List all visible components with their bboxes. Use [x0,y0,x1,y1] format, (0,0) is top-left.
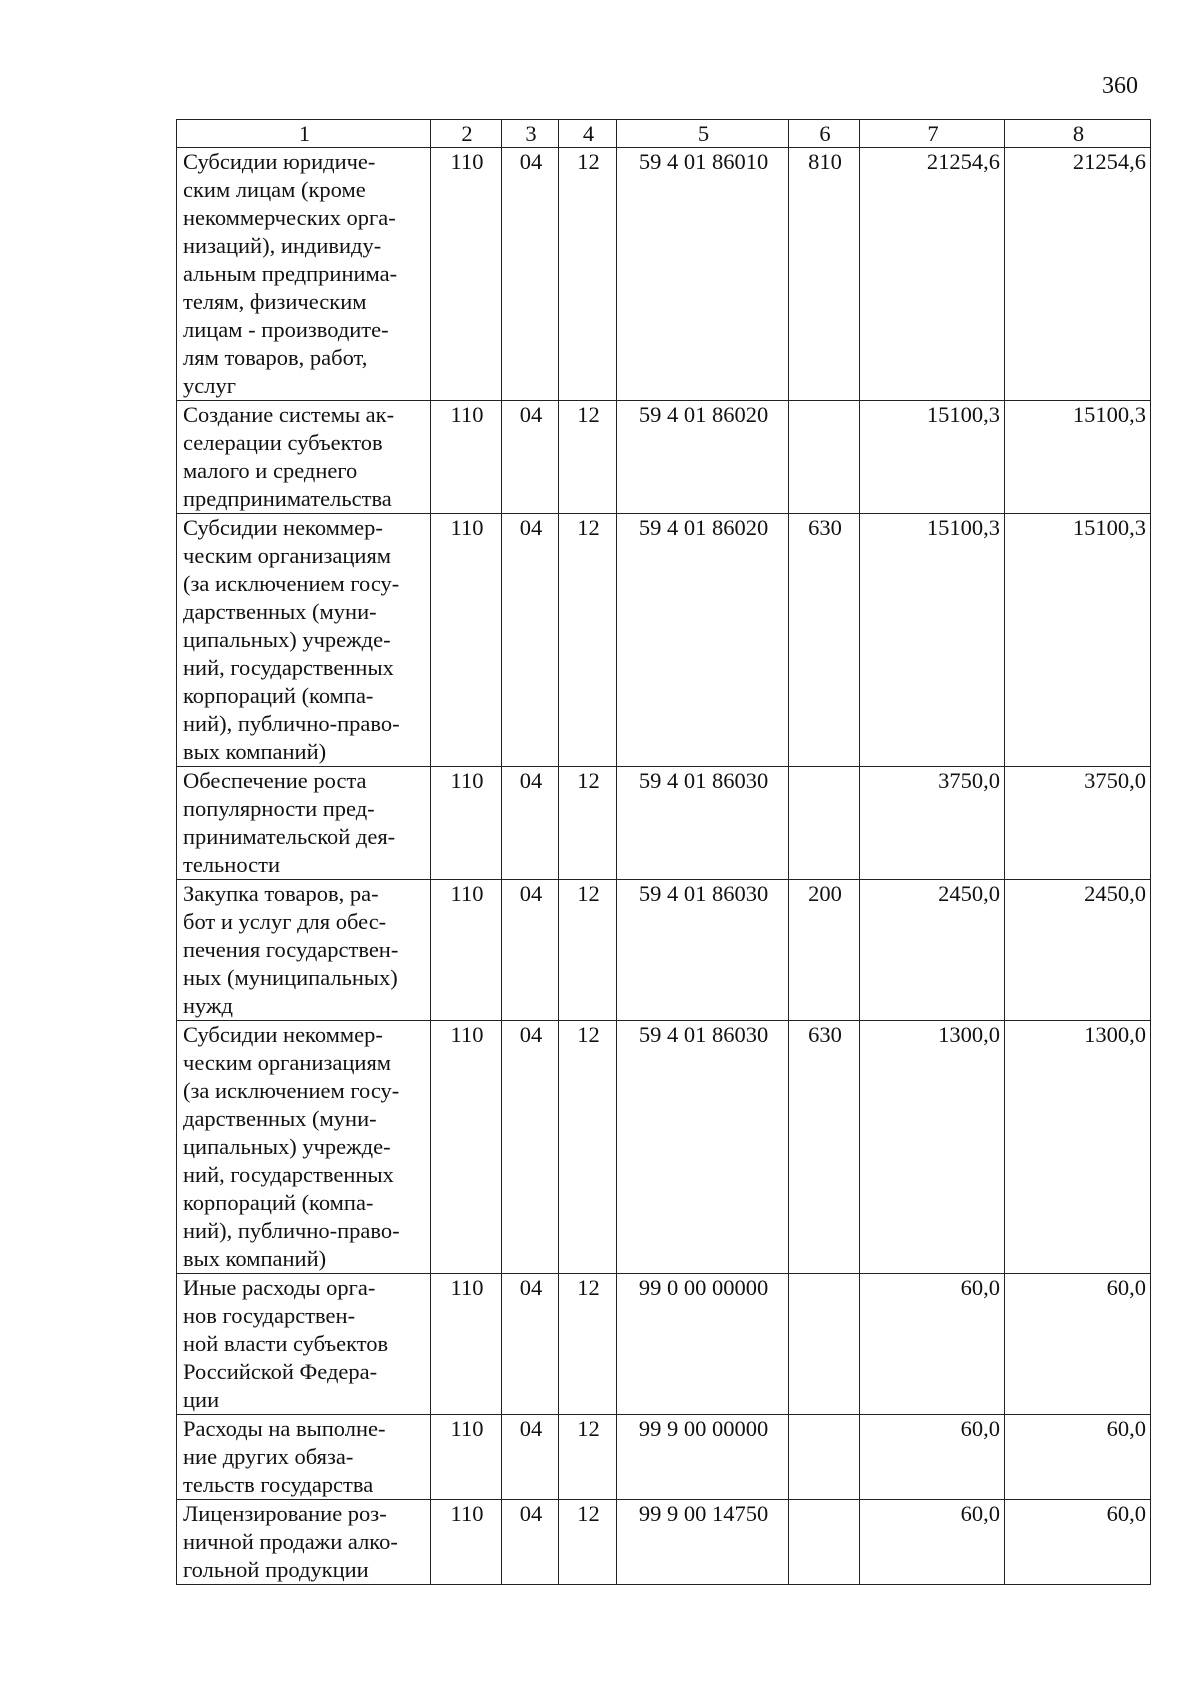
column-header-4: 4 [559,120,617,148]
cell-description [177,1415,431,1500]
cell-column-7: 3750,0 [860,767,1005,880]
cell-column-8: 3750,0 [1005,767,1151,880]
description-line: малого и среднего [183,458,358,483]
table-row [177,401,1151,514]
cell-column-7: 2450,0 [860,880,1005,1021]
cell-column-7: 21254,6 [860,148,1005,401]
cell-column-2: 110 [431,1500,502,1585]
cell-column-3: 04 [502,767,559,880]
cell-description [177,514,431,767]
description-line: ции [183,1387,220,1412]
table-row [177,880,1151,1021]
cell-column-4: 12 [559,514,617,767]
description-line: корпораций (компа- [183,683,374,708]
cell-column-4: 12 [559,1415,617,1500]
cell-description [177,148,431,401]
description-line: телям, физическим [183,289,367,314]
cell-column-6 [789,1500,860,1585]
description-line: (за исключением госу- [183,571,400,596]
cell-column-4: 12 [559,148,617,401]
cell-column-3: 04 [502,401,559,514]
cell-column-5: 59 4 01 86020 [617,401,789,514]
budget-table [176,119,1151,1585]
description-line: ний, государственных [183,655,394,680]
description-line: ничной продажи алко- [183,1529,398,1554]
description-line: ных (муниципальных) [183,965,398,990]
cell-description [177,880,431,1021]
column-header-6: 6 [789,120,860,148]
description-line: вых компаний) [183,1246,327,1271]
cell-column-4: 12 [559,767,617,880]
column-header-2: 2 [431,120,502,148]
cell-column-7: 1300,0 [860,1021,1005,1274]
cell-column-3: 04 [502,1500,559,1585]
description-line: Субсидии некоммер- [183,1022,383,1047]
table-body [177,148,1151,1585]
description-line: услуг [183,373,236,398]
cell-column-2: 110 [431,767,502,880]
description-line: тельности [183,852,281,877]
cell-column-8: 60,0 [1005,1500,1151,1585]
description-line: альным предпринима- [183,261,398,286]
description-line: Российской Федера- [183,1359,378,1384]
cell-column-2: 110 [431,1415,502,1500]
cell-column-4: 12 [559,1274,617,1415]
cell-column-8: 60,0 [1005,1274,1151,1415]
table-row [177,1500,1151,1585]
cell-column-8: 60,0 [1005,1415,1151,1500]
description-line: Расходы на выполне- [183,1416,386,1441]
cell-description [177,767,431,880]
cell-column-8: 1300,0 [1005,1021,1151,1274]
table-row [177,1274,1151,1415]
description-line: ний, государственных [183,1162,394,1187]
table-row [177,1021,1151,1274]
cell-column-5: 59 4 01 86010 [617,148,789,401]
description-line: ческим организациям [183,1050,392,1075]
table-row [177,767,1151,880]
table-row [177,514,1151,767]
description-line: бот и услуг для обес- [183,909,387,934]
column-header-8: 8 [1005,120,1151,148]
description-line: (за исключением госу- [183,1078,400,1103]
cell-column-8: 15100,3 [1005,514,1151,767]
cell-column-6 [789,1274,860,1415]
cell-column-5: 99 0 00 00000 [617,1274,789,1415]
description-line: Закупка товаров, ра- [183,881,379,906]
description-line: принимательской дея- [183,824,396,849]
description-line: дарственных (муни- [183,599,377,624]
cell-column-4: 12 [559,401,617,514]
cell-column-4: 12 [559,1500,617,1585]
column-header-7: 7 [860,120,1005,148]
description-line: тельств государства [183,1472,374,1497]
description-line: ний), публично-право- [183,1218,400,1243]
description-line: ципальных) учрежде- [183,1134,391,1159]
cell-column-5: 59 4 01 86030 [617,880,789,1021]
description-line: ципальных) учрежде- [183,627,391,652]
cell-description [177,1274,431,1415]
page-number: 360 [1102,73,1138,99]
cell-column-5: 99 9 00 00000 [617,1415,789,1500]
description-line: Иные расходы орга- [183,1275,376,1300]
description-line: некоммерческих орга- [183,205,396,230]
cell-column-6: 200 [789,880,860,1021]
cell-column-4: 12 [559,880,617,1021]
description-line: гольной продукции [183,1557,369,1582]
description-line: ческим организациям [183,543,392,568]
cell-column-6: 810 [789,148,860,401]
cell-column-2: 110 [431,880,502,1021]
cell-description [177,1500,431,1585]
description-line: нужд [183,993,233,1018]
description-line: ским лицам (кроме [183,177,366,202]
cell-column-2: 110 [431,148,502,401]
cell-column-7: 60,0 [860,1500,1005,1585]
column-header-5: 5 [617,120,789,148]
cell-column-7: 15100,3 [860,514,1005,767]
description-line: низаций), индивиду- [183,233,382,258]
cell-column-2: 110 [431,1021,502,1274]
cell-column-2: 110 [431,401,502,514]
cell-column-5: 59 4 01 86020 [617,514,789,767]
cell-column-6: 630 [789,1021,860,1274]
description-line: нов государствен- [183,1303,356,1328]
cell-column-7: 60,0 [860,1415,1005,1500]
description-line: Субсидии некоммер- [183,515,383,540]
table-row [177,148,1151,401]
cell-column-3: 04 [502,1021,559,1274]
cell-column-5: 99 9 00 14750 [617,1500,789,1585]
description-line: ние других обяза- [183,1444,354,1469]
description-line: вых компаний) [183,739,327,764]
cell-column-2: 110 [431,514,502,767]
description-line: Создание системы ак- [183,402,395,427]
cell-column-4: 12 [559,1021,617,1274]
description-line: печения государствен- [183,937,399,962]
cell-column-6 [789,767,860,880]
description-line: дарственных (муни- [183,1106,377,1131]
cell-column-5: 59 4 01 86030 [617,1021,789,1274]
description-line: Субсидии юридиче- [183,149,376,174]
description-line: Лицензирование роз- [183,1501,387,1526]
cell-column-3: 04 [502,1274,559,1415]
description-line: селерации субъектов [183,430,383,455]
header-row [177,120,1151,148]
cell-column-3: 04 [502,514,559,767]
description-line: лицам - производите- [183,317,389,342]
description-line: лям товаров, работ, [183,345,368,370]
cell-column-6: 630 [789,514,860,767]
description-line: ной власти субъектов [183,1331,389,1356]
cell-column-3: 04 [502,1415,559,1500]
cell-column-2: 110 [431,1274,502,1415]
description-line: ний), публично-право- [183,711,400,736]
cell-column-3: 04 [502,880,559,1021]
cell-column-5: 59 4 01 86030 [617,767,789,880]
cell-column-7: 15100,3 [860,401,1005,514]
column-header-1: 1 [177,120,431,148]
table-row [177,1415,1151,1500]
cell-column-7: 60,0 [860,1274,1005,1415]
description-line: Обеспечение роста [183,768,367,793]
column-header-3: 3 [502,120,559,148]
cell-description [177,401,431,514]
cell-column-6 [789,401,860,514]
cell-column-3: 04 [502,148,559,401]
cell-column-8: 21254,6 [1005,148,1151,401]
cell-column-8: 15100,3 [1005,401,1151,514]
cell-description [177,1021,431,1274]
description-line: популярности пред- [183,796,375,821]
cell-column-6 [789,1415,860,1500]
description-line: корпораций (компа- [183,1190,374,1215]
cell-column-8: 2450,0 [1005,880,1151,1021]
description-line: предпринимательства [183,486,392,511]
